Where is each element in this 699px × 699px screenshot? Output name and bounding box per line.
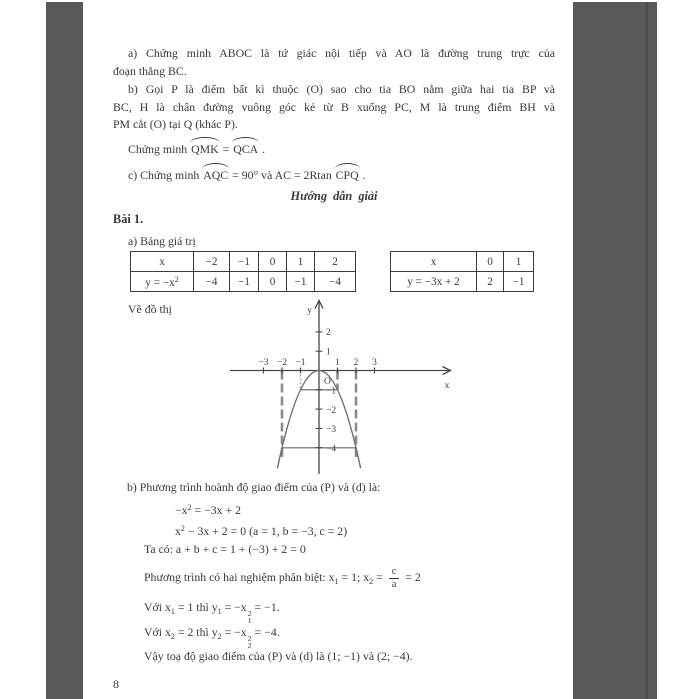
y-axis-label: y	[307, 306, 312, 316]
table-cell: x	[391, 252, 477, 272]
math-segment: =	[373, 570, 386, 585]
table-cell: 2	[315, 252, 356, 272]
math-segment: = −x	[221, 600, 247, 614]
angle-arc-aqc: AQC	[203, 168, 229, 182]
y-tick-label: −3	[326, 425, 337, 435]
table-cell: x	[131, 252, 194, 272]
table-row	[391, 252, 534, 272]
y-tick-label: 1	[326, 347, 331, 358]
x-tick-label: −1	[295, 358, 306, 368]
table-cell: −2	[194, 252, 230, 272]
y-tick-label: −2	[326, 405, 337, 416]
exponent: 2	[187, 503, 192, 512]
formula-exponent: 2	[174, 274, 179, 284]
sum-check-line: Ta có: a + b + c = 1 + (−3) + 2 = 0	[144, 542, 306, 556]
page-number: 8	[113, 677, 119, 691]
text-segment: .	[259, 142, 266, 156]
text-segment: Chứng minh	[128, 142, 191, 156]
paragraph-part-a	[113, 45, 555, 80]
fraction-denominator: a	[391, 579, 397, 590]
stack-exponent: 2	[247, 609, 252, 618]
subscript: 1	[217, 607, 222, 616]
equation-1	[175, 500, 241, 518]
subscript: 2	[369, 577, 374, 587]
x-tick-label: 3	[372, 358, 377, 368]
math-segment: − 3x + 2 = 0 (a = 1, b = −3, c = 2)	[184, 524, 348, 538]
stack-exponent: 2	[247, 634, 252, 643]
x-tick-label: 2	[353, 358, 359, 368]
equation-2	[175, 521, 347, 539]
math-segment: = 2	[402, 570, 421, 585]
y-tick-label: −1	[326, 386, 337, 397]
part-b-label: b) Phương trình hoành độ giao điểm của (P) và (d) là:	[127, 480, 381, 494]
formula-base: y = −x	[145, 276, 175, 289]
table-row	[131, 272, 356, 292]
table-cell: 0	[477, 252, 504, 272]
fraction	[389, 566, 400, 591]
exponent: 2	[180, 524, 185, 533]
table-cell: −1	[504, 272, 534, 292]
text-line: BC, H là chân đường vuông góc kẻ từ B xuống PC, M là trung điểm BH và	[113, 99, 555, 114]
origin-label: O	[324, 377, 331, 387]
y-tick-label: −4	[326, 444, 337, 455]
table-cell: 0	[259, 272, 287, 292]
table-cell: −4	[194, 272, 230, 292]
math-segment: = −1.	[251, 600, 280, 614]
text-line: đoạn thẳng BC.	[113, 63, 187, 78]
subscript: 1	[170, 607, 175, 616]
angle-arc-qca: QCA	[233, 142, 259, 156]
x1-substitution-line	[144, 599, 280, 624]
math-segment: x	[175, 524, 181, 538]
page-edge-line	[646, 2, 648, 699]
parabola-graph	[228, 296, 460, 482]
right-book-edge-bar	[573, 2, 657, 699]
part-c-line	[128, 167, 366, 183]
math-segment: = −x	[221, 625, 247, 639]
table-cell: 1	[287, 252, 315, 272]
subscript: 2	[170, 632, 175, 641]
text-segment: c) Chứng minh	[128, 168, 203, 182]
stack-index: 1	[247, 616, 252, 626]
part-a-label: a) Bảng giá trị	[128, 234, 196, 248]
table-cell: −1	[287, 272, 315, 292]
table-row	[391, 272, 534, 292]
table-row	[131, 252, 356, 272]
math-segment: Với x	[144, 600, 171, 614]
left-book-edge-bar	[46, 2, 83, 699]
math-segment: −x	[175, 503, 188, 517]
x-tick-label: 1	[335, 358, 340, 368]
math-segment: = −4.	[251, 625, 280, 639]
x-tick-label: −3	[258, 358, 269, 368]
math-segment: Phương trình có hai nghiệm phân biệt: x	[144, 570, 335, 585]
stack-index: 2	[247, 641, 252, 651]
subscript: 1	[334, 577, 339, 587]
text-segment: =	[219, 142, 233, 156]
x2-substitution-line	[144, 624, 280, 649]
solution-heading: Hướng dẫn giải	[290, 189, 378, 203]
value-table-parabola	[130, 251, 356, 292]
table-cell: −4	[315, 272, 356, 292]
paragraph-part-b	[113, 81, 555, 134]
subscript: 2	[217, 632, 222, 641]
math-segment: = 1; x	[338, 570, 370, 585]
table-cell: −1	[230, 252, 259, 272]
math-segment: Với x	[144, 625, 171, 639]
text-segment: .	[359, 168, 366, 182]
roots-line	[144, 566, 421, 591]
exercise-label: Bài 1.	[113, 212, 144, 226]
table-cell: 0	[259, 252, 287, 272]
fraction-numerator: c	[389, 566, 400, 579]
angle-arc-qmk: QMK	[191, 142, 219, 156]
y-tick-label: 2	[326, 328, 331, 338]
table-cell: 1	[504, 252, 534, 272]
math-segment: = 1 thì y	[174, 600, 218, 614]
table-cell-formula: y = −3x + 2	[391, 272, 477, 292]
value-table-line	[390, 251, 534, 292]
text-line: PM cắt (O) tại Q (khác P).	[113, 117, 238, 132]
angle-arc-cpq: CPQ	[335, 168, 359, 182]
math-segment: = 2 thì y	[174, 625, 218, 639]
math-segment: = −3x + 2	[191, 503, 242, 517]
text-segment: = 90° và AC = 2Rtan	[229, 168, 335, 182]
x-tick-label: −2	[276, 358, 288, 368]
text-line: b) Gọi P là điểm bất kì thuộc (O) sao cho tia BO nằm giữa hai tia BP và	[128, 82, 555, 96]
table-cell-formula	[131, 272, 194, 292]
x-axis-label: x	[444, 381, 450, 391]
table-cell: 2	[477, 272, 504, 292]
text-line: a) Chứng minh ABOC là tứ giác nội tiếp và AO là đường trung trực của	[128, 46, 555, 60]
angle-equality-line	[128, 141, 265, 157]
conclusion-line: Vậy toạ độ giao điểm của (P) và (d) là (1; −1) và (2; −4).	[144, 649, 413, 663]
table-cell: −1	[230, 272, 259, 292]
plot-label: Vẽ đồ thị	[128, 302, 172, 316]
